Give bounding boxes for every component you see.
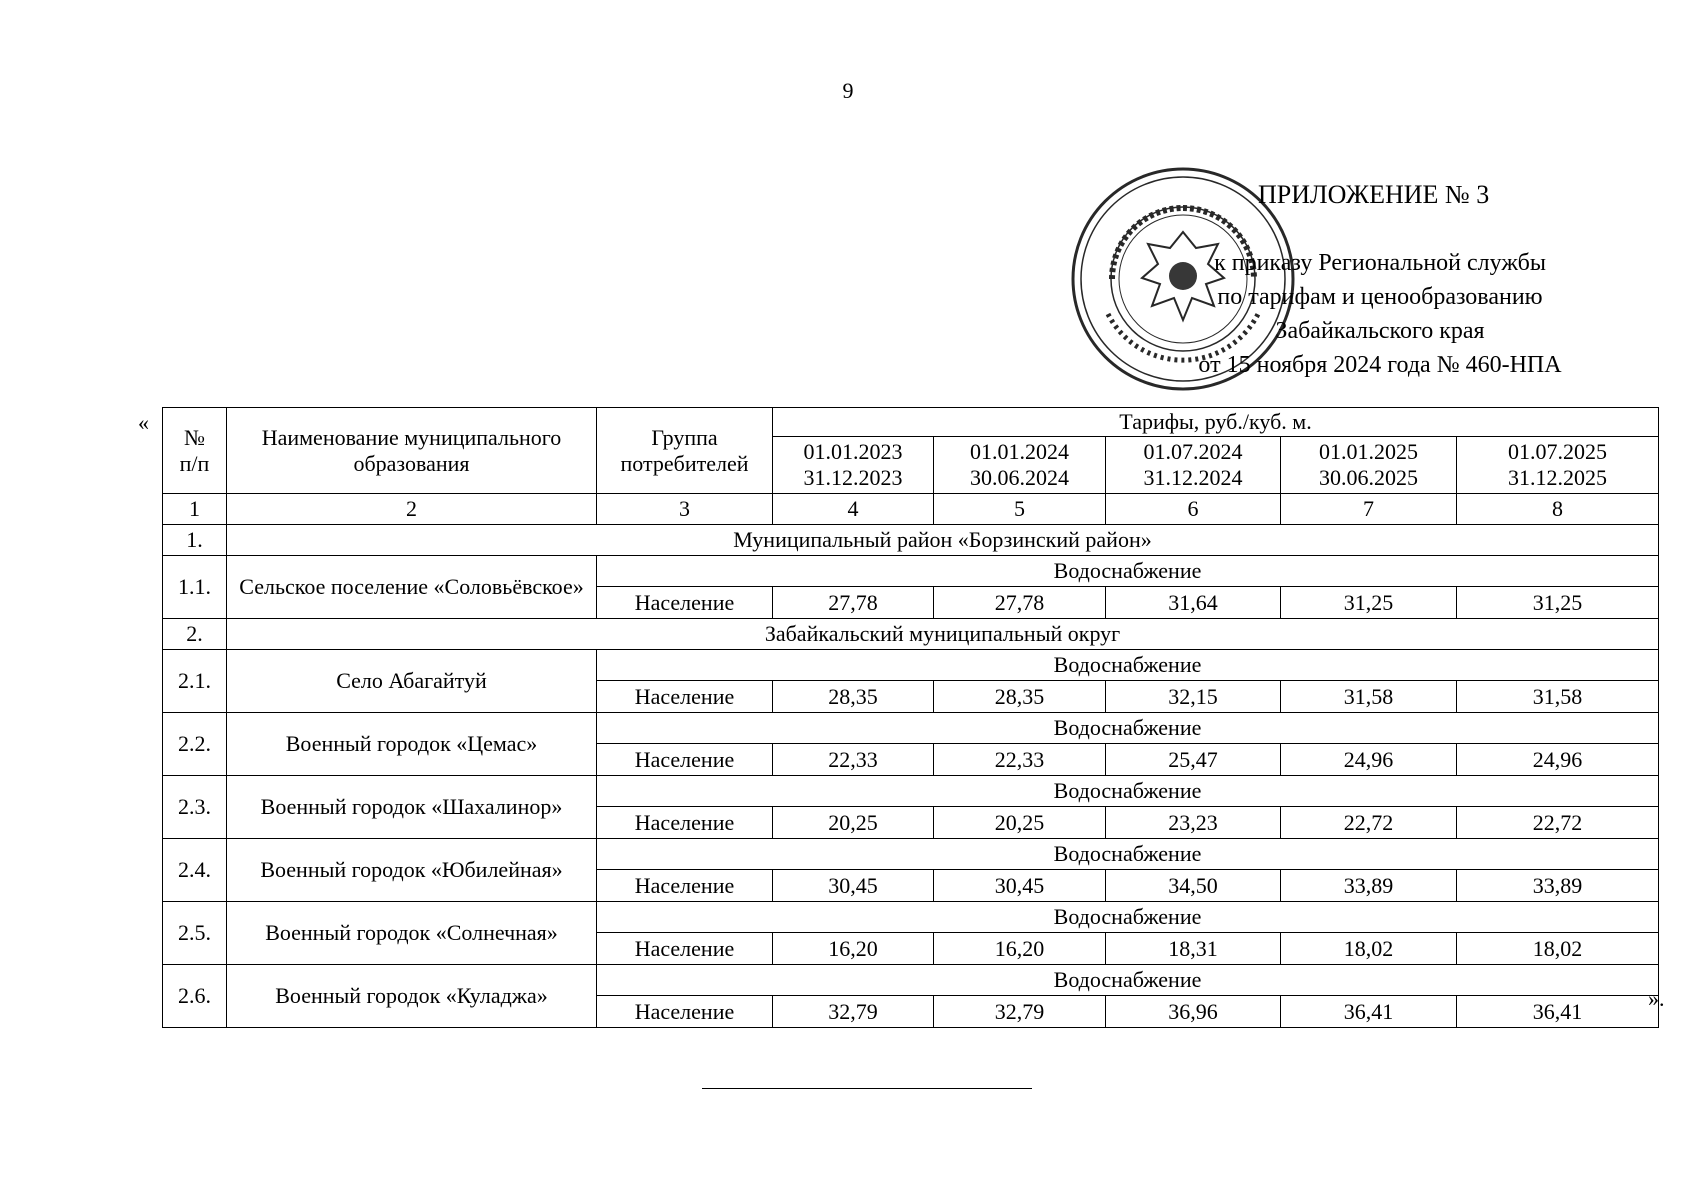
consumer-group: Население [597,744,773,776]
appendix-line: от 15 ноября 2024 года № 460-НПА [1198,352,1562,378]
consumer-group: Население [597,870,773,902]
tariff-value: 27,78 [934,587,1106,619]
table-row [163,839,1659,870]
page-number: 9 [842,78,854,103]
header-num: № п/п [163,408,227,494]
consumer-group: Население [597,681,773,713]
section-row [163,619,1659,650]
tariff-value: 25,47 [1106,744,1281,776]
service-label: Водоснабжение [597,965,1659,996]
tariff-value: 33,89 [1457,870,1659,902]
header-group: Группа потребителей [597,408,773,494]
table-row [163,556,1659,587]
appendix-line: по тарифам и ценообразованию [1217,284,1543,310]
tariff-value: 22,33 [934,744,1106,776]
table-row [163,965,1659,996]
tariff-value: 24,96 [1281,744,1457,776]
tariff-value: 23,23 [1106,807,1281,839]
closing-quote: ». [1648,986,1665,1011]
row-number: 2.4. [163,839,227,902]
tariff-value: 28,35 [773,681,934,713]
tariff-value: 31,64 [1106,587,1281,619]
column-number: 1 [163,494,227,525]
service-label: Водоснабжение [597,713,1659,744]
header-period: 01.01.2025 30.06.2025 [1281,437,1457,494]
service-label: Водоснабжение [597,776,1659,807]
municipality-name: Военный городок «Куладжа» [227,965,597,1028]
table-row [163,902,1659,933]
consumer-group: Население [597,996,773,1028]
municipality-name: Военный городок «Цемас» [227,713,597,776]
footer-rule [702,1088,1032,1089]
row-number: 2.5. [163,902,227,965]
tariff-value: 31,25 [1457,587,1659,619]
service-label: Водоснабжение [597,902,1659,933]
consumer-group: Население [597,807,773,839]
appendix-title: ПРИЛОЖЕНИЕ № 3 [1258,180,1490,209]
header-tariffs: Тарифы, руб./куб. м. [773,408,1659,437]
section-title: Муниципальный район «Борзинский район» [227,525,1659,556]
column-number: 7 [1281,494,1457,525]
tariff-value: 22,33 [773,744,934,776]
column-numbers-row [163,494,1659,525]
table-row [163,776,1659,807]
tariff-value: 30,45 [934,870,1106,902]
header-period: 01.07.2025 31.12.2025 [1457,437,1659,494]
header-name: Наименование муниципального образования [227,408,597,494]
column-number: 2 [227,494,597,525]
row-number: 2.1. [163,650,227,713]
tariff-value: 31,25 [1281,587,1457,619]
tariff-value: 36,96 [1106,996,1281,1028]
row-number: 2.6. [163,965,227,1028]
tariff-value: 16,20 [773,933,934,965]
tariff-value: 30,45 [773,870,934,902]
service-label: Водоснабжение [597,839,1659,870]
consumer-group: Население [597,933,773,965]
tariff-table [162,407,1659,1028]
tariff-value: 16,20 [934,933,1106,965]
column-number: 5 [934,494,1106,525]
row-number: 2.2. [163,713,227,776]
tariff-value: 36,41 [1457,996,1659,1028]
tariff-value: 22,72 [1457,807,1659,839]
municipality-name: Сельское поселение «Соловьёвское» [227,556,597,619]
tariff-value: 20,25 [934,807,1106,839]
tariff-value: 34,50 [1106,870,1281,902]
service-label: Водоснабжение [597,556,1659,587]
table-row [163,650,1659,681]
section-title: Забайкальский муниципальный округ [227,619,1659,650]
tariff-value: 18,02 [1457,933,1659,965]
appendix-line: Забайкальского края [1275,318,1485,344]
tariff-value: 33,89 [1281,870,1457,902]
appendix-subtitle [1160,246,1600,382]
tariff-value: 22,72 [1281,807,1457,839]
tariff-value: 32,79 [934,996,1106,1028]
municipality-name: Село Абагайтуй [227,650,597,713]
table-row [163,713,1659,744]
section-row [163,525,1659,556]
tariff-value: 27,78 [773,587,934,619]
column-number: 3 [597,494,773,525]
tariff-value: 32,15 [1106,681,1281,713]
municipality-name: Военный городок «Юбилейная» [227,839,597,902]
header-period: 01.01.2023 31.12.2023 [773,437,934,494]
tariff-value: 20,25 [773,807,934,839]
row-number: 1.1. [163,556,227,619]
row-number: 2.3. [163,776,227,839]
tariff-value: 28,35 [934,681,1106,713]
header-period: 01.07.2024 31.12.2024 [1106,437,1281,494]
column-number: 4 [773,494,934,525]
tariff-value: 18,02 [1281,933,1457,965]
section-number: 2. [163,619,227,650]
opening-quote: « [138,410,149,435]
appendix-line: к приказу Региональной службы [1214,250,1546,276]
service-label: Водоснабжение [597,650,1659,681]
tariff-value: 18,31 [1106,933,1281,965]
tariff-value: 36,41 [1281,996,1457,1028]
tariff-value: 31,58 [1281,681,1457,713]
column-number: 6 [1106,494,1281,525]
tariff-value: 32,79 [773,996,934,1028]
municipality-name: Военный городок «Солнечная» [227,902,597,965]
tariff-value: 31,58 [1457,681,1659,713]
header-period: 01.01.2024 30.06.2024 [934,437,1106,494]
municipality-name: Военный городок «Шахалинор» [227,776,597,839]
tariff-value: 24,96 [1457,744,1659,776]
column-number: 8 [1457,494,1659,525]
consumer-group: Население [597,587,773,619]
section-number: 1. [163,525,227,556]
